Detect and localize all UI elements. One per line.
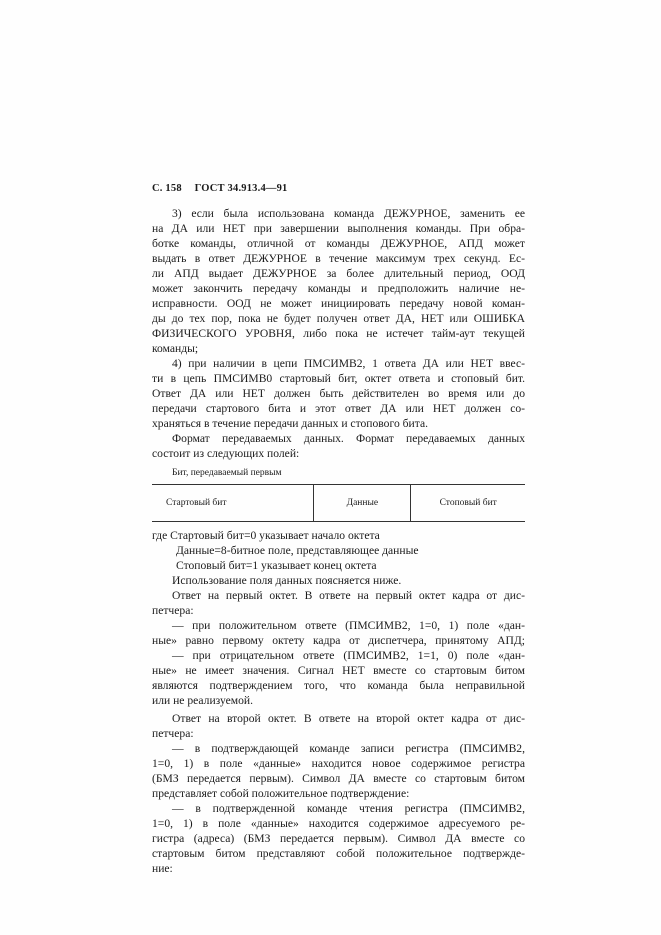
legend-line: Данные=8-битное поле, представляющее данные xyxy=(176,544,419,557)
text-line: ли АПД выдает ДЕЖУРНОЕ за более длительный период, ООД xyxy=(152,267,525,280)
text-line: выдать в ответ ДЕЖУРНОЕ в течение максимум трех секунд. Ес- xyxy=(152,252,525,265)
text-line: или не реализуемой. xyxy=(152,694,254,707)
text-line: — в подтвержденной команде чтения регистра (ПМСИМВ2, xyxy=(172,802,525,815)
text-line: передачи стартового бита и этот ответ ДА или НЕТ должен со- xyxy=(152,402,525,415)
text-line: ные» не имеет значения. Сигнал НЕТ вместе со стартовым битом xyxy=(152,664,525,677)
text-line: может закончить передачу команды и предположить наличие не- xyxy=(152,282,525,295)
text-line: ФИЗИЧЕСКОГО УРОВНЯ, либо пока не истечет тайм-аут текущей xyxy=(152,327,525,340)
text-line: Ответ на первый октет. В ответе на первый октет кадра от дис- xyxy=(172,589,525,602)
page-number: С. 158 xyxy=(152,183,182,194)
text-line: 1=0, 1) в поле «данные» находится новое содержимое регистра xyxy=(152,757,525,770)
text-line: исправности. ООД не может инициировать передачу новой коман- xyxy=(152,297,525,310)
text-line: — при положительном ответе (ПМСИМВ2, 1=0, 1) поле «дан- xyxy=(172,619,525,632)
text-line: гистра (адреса) (БМЗ передается первым). Символ ДА вместе со xyxy=(152,832,525,845)
text-line: ды до тех пор, пока не будет получен ответ ДА, НЕТ или ОШИБКА xyxy=(152,312,525,325)
text-line: Формат передаваемых данных. Формат передаваемых данных xyxy=(172,432,525,445)
start-bit-cell: Стартовый бит xyxy=(166,498,227,508)
text-line: — в подтверждающей команде записи регистра (ПМСИМВ2, xyxy=(172,742,525,755)
legend-line: Стоповый бит=1 указывает конец октета xyxy=(176,559,377,572)
text-line: на ДА или НЕТ при завершении выполнения команды. При обра- xyxy=(152,222,525,235)
standard-number: ГОСТ 34.913.4—91 xyxy=(194,183,288,194)
text-line: ние: xyxy=(152,862,173,875)
text-line: петчера: xyxy=(152,727,194,740)
text-line: ти в цепь ПМСИМВ0 стартовый бит, октет ответа и стоповый бит. xyxy=(152,372,525,385)
text-line: — при отрицательном ответе (ПМСИМВ2, 1=1, 0) поле «дан- xyxy=(172,649,525,662)
text-line: стартовым битом представляют собой положительное подтвержде- xyxy=(152,847,525,860)
text-line: состоит из следующих полей: xyxy=(152,447,300,460)
legend-line: где Стартовый бит=0 указывает начало октета xyxy=(152,529,380,542)
text-line: 3) если была использована команда ДЕЖУРНОЕ, заменить ее xyxy=(172,207,525,220)
legend-line: Использование поля данных поясняется ниже. xyxy=(172,574,402,587)
text-line: ботке команды, отличной от команды ДЕЖУРНОЕ, АПД может xyxy=(152,237,525,250)
text-line: ные» равно первому октету кадра от диспетчера, принятому АПД; xyxy=(152,634,525,647)
page-header xyxy=(152,183,298,194)
figure-caption: Бит, передаваемый первым xyxy=(172,468,282,478)
data-cell: Данные xyxy=(313,485,410,521)
text-line: петчера: xyxy=(152,604,194,617)
text-line: 1=0, 1) в поле «данные» находится содержимое адресуемого ре- xyxy=(152,817,525,830)
text-line: команды; xyxy=(152,342,199,355)
text-line: являются подтверждением того, что команда была неправильной xyxy=(152,679,525,692)
text-line: храняться в течение передачи данных и стопового бита. xyxy=(152,417,428,430)
text-line: Ответ на второй октет. В ответе на второй октет кадра от дис- xyxy=(172,712,525,725)
text-line: (БМЗ передается первым). Символ ДА вместе со стартовым битом xyxy=(152,772,525,785)
text-line: 4) при наличии в цепи ПМСИМВ2, 1 ответа ДА или НЕТ ввес- xyxy=(172,357,525,370)
frame-format-table xyxy=(152,484,525,522)
text-line: представляет собой положительное подтверждение: xyxy=(152,787,410,800)
stop-bit-cell: Стоповый бит xyxy=(410,485,525,521)
text-line: Ответ ДА или НЕТ должен быть действителен во время или до xyxy=(152,387,525,400)
